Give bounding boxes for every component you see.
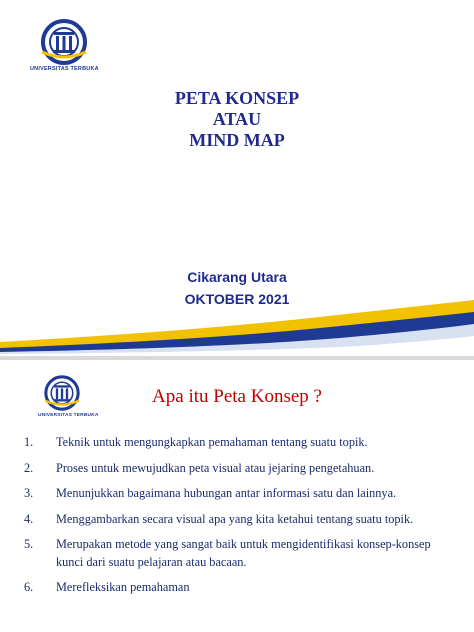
list-number: 2. bbox=[24, 460, 34, 475]
list-item bbox=[24, 485, 449, 503]
list-item-text: Merefleksikan pemahaman bbox=[56, 580, 190, 594]
list-item bbox=[24, 511, 449, 529]
content-slide bbox=[0, 360, 474, 632]
list-number: 4. bbox=[24, 511, 34, 526]
university-name: UNIVERSITAS TERBUKA bbox=[30, 66, 99, 72]
list-item-text: Proses untuk mewujudkan peta visual atau jejaring pengetahuan. bbox=[56, 460, 375, 475]
title-line-1: PETA KONSEP bbox=[174, 88, 300, 108]
location-text: Cikarang Utara bbox=[187, 269, 287, 285]
list-item bbox=[24, 536, 449, 571]
list-number: 5. bbox=[24, 537, 34, 551]
list-number: 6. bbox=[24, 580, 34, 594]
list-item-text: Teknik untuk mengungkapkan pemahaman tentang suatu topik. bbox=[56, 435, 368, 449]
list-item bbox=[24, 460, 449, 478]
title-line-2: ATAU bbox=[212, 109, 262, 129]
list-number: 1. bbox=[24, 435, 34, 449]
list-item-text: Menggambarkan secara visual apa yang kita ketahui tentang suatu topik. bbox=[56, 511, 414, 526]
university-logo-icon bbox=[38, 18, 90, 66]
list-item bbox=[24, 579, 449, 597]
university-name: UNIVERSITAS TERBUKA bbox=[38, 413, 99, 418]
title-line-3: MIND MAP bbox=[189, 130, 285, 150]
slide-title: Apa itu Peta Konsep ? bbox=[152, 386, 322, 407]
list-number: 3. bbox=[24, 486, 34, 500]
decorative-swoosh bbox=[0, 296, 474, 356]
slide-title bbox=[0, 88, 474, 151]
list-item bbox=[24, 434, 449, 452]
definition-list bbox=[24, 434, 449, 605]
date-text: OKTOBER 2021 bbox=[184, 291, 290, 307]
list-item-text: Menunjukkan bagaimana hubungan antar informasi satu dan lainnya. bbox=[56, 486, 397, 500]
list-item-text: Merupakan metode yang sangat baik untuk mengidentifikasi konsep-konsep kunci dari suatu pelajaran atau bacaan. bbox=[56, 537, 431, 569]
